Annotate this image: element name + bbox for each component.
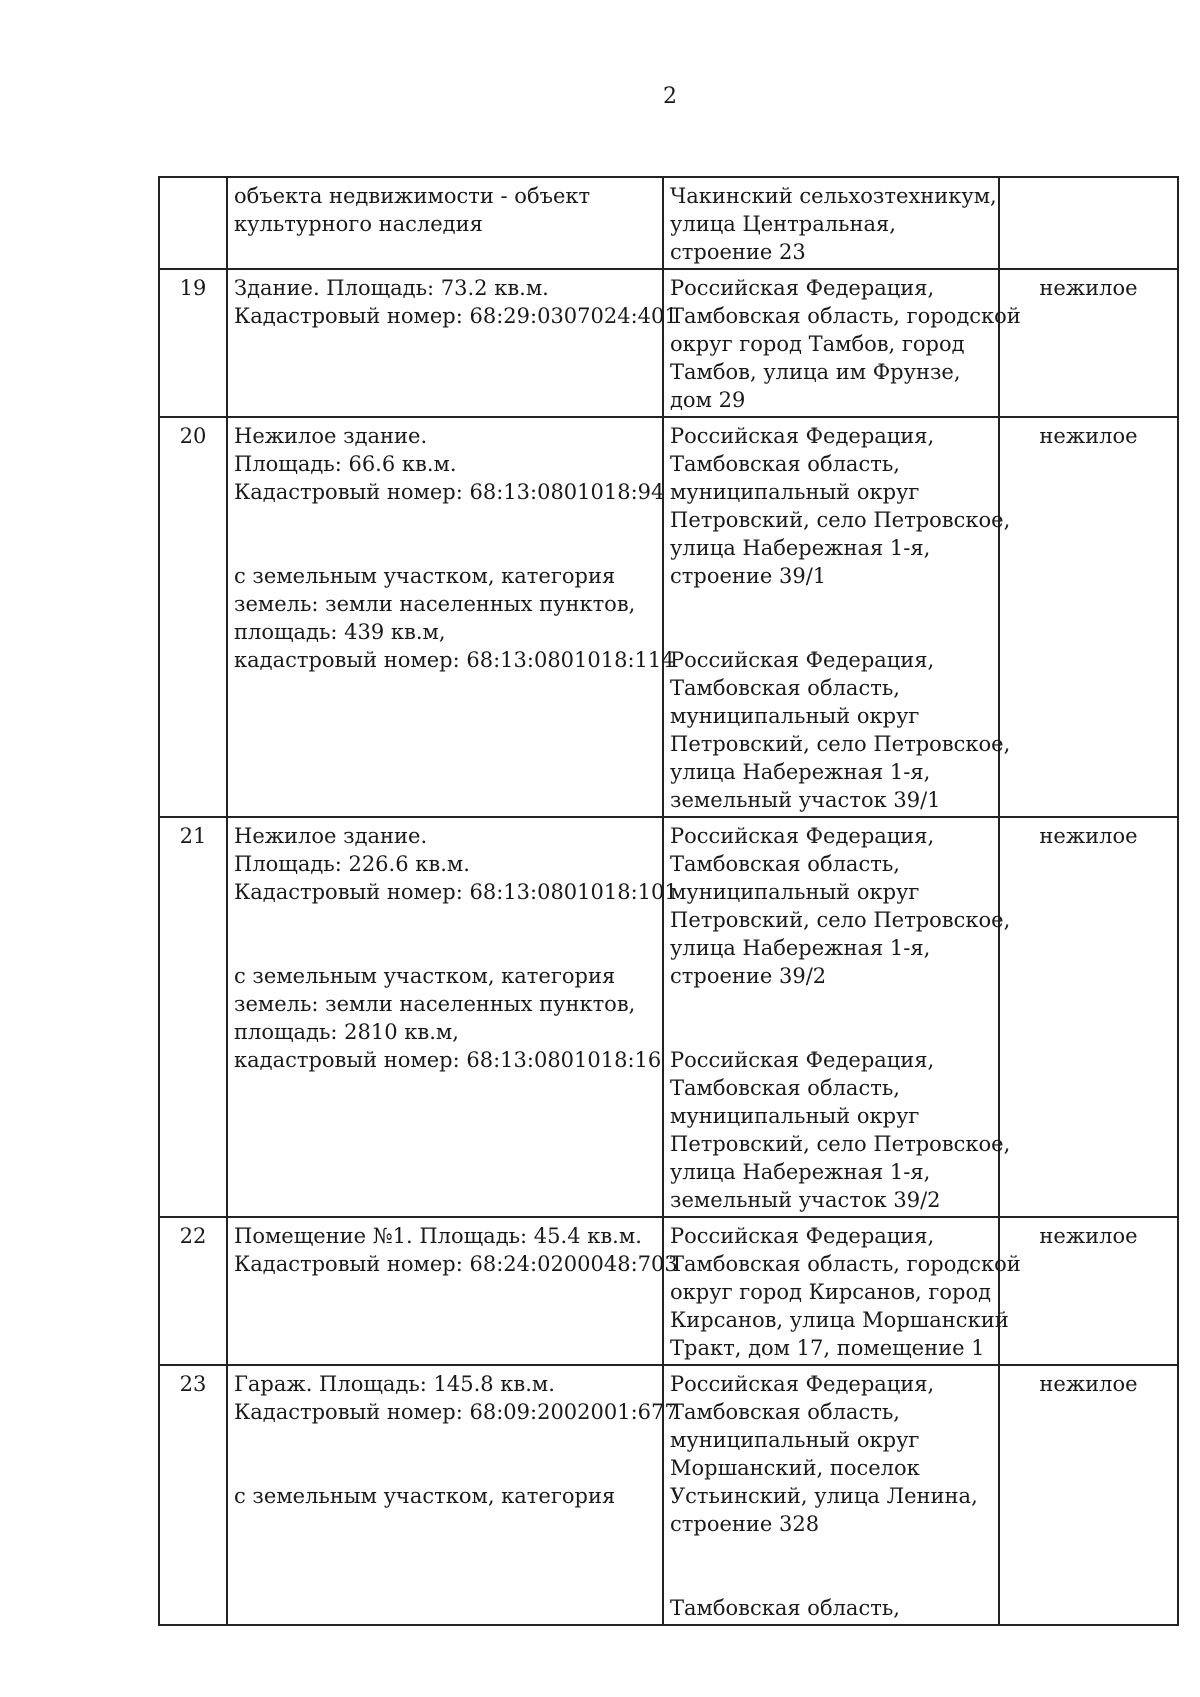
address-line: Российская Федерация, [670,1048,935,1072]
address-line: Российская Федерация, [670,1224,935,1248]
address-line: Устьинский, улица Ленина, [670,1484,978,1508]
address-line: Тамбовская область, [670,852,900,876]
description-line: Площадь: 226.6 кв.м. [234,852,470,876]
row-number: 20 [159,417,227,817]
description-line: Кадастровый номер: 68:13:0801018:94 [234,480,665,504]
address-line: Тамбов, улица им Фрунзе, [670,360,961,384]
block-spacer [670,990,992,1046]
usage-type: нежилое [999,1217,1178,1365]
address-line: Тамбовская область, [670,1400,900,1424]
address-line: Тамбовская область, [670,1076,900,1100]
table-row [159,1217,1178,1365]
usage-type: нежилое [999,817,1178,1217]
description-line: земель: земли населенных пунктов, [234,992,636,1016]
address-line: Чакинский сельхозтехникум, [670,184,997,208]
row-number: 19 [159,269,227,417]
property-table-body [159,177,1178,1625]
usage-type: нежилое [999,1365,1178,1625]
object-address [663,1365,999,1625]
address-line: строение 328 [670,1512,820,1536]
address-line: Российская Федерация, [670,824,935,848]
address-line: улица Центральная, [670,212,896,236]
object-address [663,177,999,269]
description-line: площадь: 2810 кв.м, [234,1020,459,1044]
description-line: Нежилое здание. [234,824,428,848]
description-line: Площадь: 66.6 кв.м. [234,452,457,476]
usage-type: нежилое [999,269,1178,417]
address-line: Российская Федерация, [670,1372,935,1396]
description-line: кадастровый номер: 68:13:0801018:114 [234,648,675,672]
block-spacer [234,906,656,962]
address-line: округ город Тамбов, город [670,332,965,356]
address-line: улица Набережная 1-я, [670,760,931,784]
address-line: муниципальный округ [670,704,920,728]
address-line: муниципальный округ [670,480,920,504]
description-line: Нежилое здание. [234,424,428,448]
address-line: Российская Федерация, [670,276,935,300]
description-line: с земельным участком, категория [234,564,616,588]
object-description [227,817,678,1217]
address-line: улица Набережная 1-я, [670,1160,931,1184]
description-line: Помещение №1. Площадь: 45.4 кв.м. [234,1224,642,1248]
table-row [159,177,1178,269]
address-line: Тамбовская область, [670,1596,900,1620]
address-line: муниципальный округ [670,1104,920,1128]
address-line: муниципальный округ [670,1428,920,1452]
address-line: земельный участок 39/1 [670,788,941,812]
address-line: строение 23 [670,240,806,264]
table-row [159,1365,1178,1625]
address-line: улица Набережная 1-я, [670,536,931,560]
object-address [663,269,1021,417]
block-spacer [670,590,992,646]
block-spacer [234,506,656,562]
address-line: Российская Федерация, [670,648,935,672]
address-line: Петровский, село Петровское, [670,908,1011,932]
table-row [159,417,1178,817]
usage-type: нежилое [999,417,1178,817]
property-table [158,176,1179,1626]
address-line: земельный участок 39/2 [670,1188,941,1212]
description-line: Здание. Площадь: 73.2 кв.м. [234,276,549,300]
address-line: строение 39/1 [670,564,827,588]
description-line: объекта недвижимости - объект [234,184,591,208]
row-number: 23 [159,1365,227,1625]
block-spacer [670,1538,992,1594]
description-line: Кадастровый номер: 68:13:0801018:101 [234,880,678,904]
address-line: Кирсанов, улица Моршанский [670,1308,1009,1332]
object-address [663,1217,1021,1365]
object-description [227,177,663,269]
address-line: округ город Кирсанов, город [670,1280,992,1304]
object-description [227,417,675,817]
address-line: Тамбовская область, городской [670,1252,1021,1276]
block-spacer [234,1426,656,1482]
address-line: Тамбовская область, [670,676,900,700]
description-line: культурного наследия [234,212,483,236]
address-line: улица Набережная 1-я, [670,936,931,960]
address-line: Петровский, село Петровское, [670,732,1011,756]
object-address [663,417,1011,817]
address-line: Российская Федерация, [670,424,935,448]
object-description [227,269,678,417]
object-address [663,817,1011,1217]
address-line: Петровский, село Петровское, [670,1132,1011,1156]
address-line: дом 29 [670,388,746,412]
address-line: Петровский, село Петровское, [670,508,1011,532]
description-line: Гараж. Площадь: 145.8 кв.м. [234,1372,555,1396]
table-row [159,817,1178,1217]
row-number: 22 [159,1217,227,1365]
address-line: Моршанский, поселок [670,1456,920,1480]
description-line: Кадастровый номер: 68:29:0307024:401 [234,304,678,328]
address-line: строение 39/2 [670,964,827,988]
usage-type [999,177,1178,269]
description-line: земель: земли населенных пунктов, [234,592,636,616]
description-line: кадастровый номер: 68:13:0801018:16 [234,1048,662,1072]
address-line: Тракт, дом 17, помещение 1 [670,1336,985,1360]
table-row [159,269,1178,417]
address-line: муниципальный округ [670,880,920,904]
page-number: 2 [663,84,677,109]
object-description [227,1217,678,1365]
description-line: Кадастровый номер: 68:09:2002001:677 [234,1400,678,1424]
description-line: с земельным участком, категория [234,1484,616,1508]
description-line: площадь: 439 кв.м, [234,620,446,644]
object-description [227,1365,678,1625]
description-line: Кадастровый номер: 68:24:0200048:703 [234,1252,678,1276]
description-line: с земельным участком, категория [234,964,616,988]
row-number [159,177,227,269]
address-line: Тамбовская область, городской [670,304,1021,328]
row-number: 21 [159,817,227,1217]
address-line: Тамбовская область, [670,452,900,476]
